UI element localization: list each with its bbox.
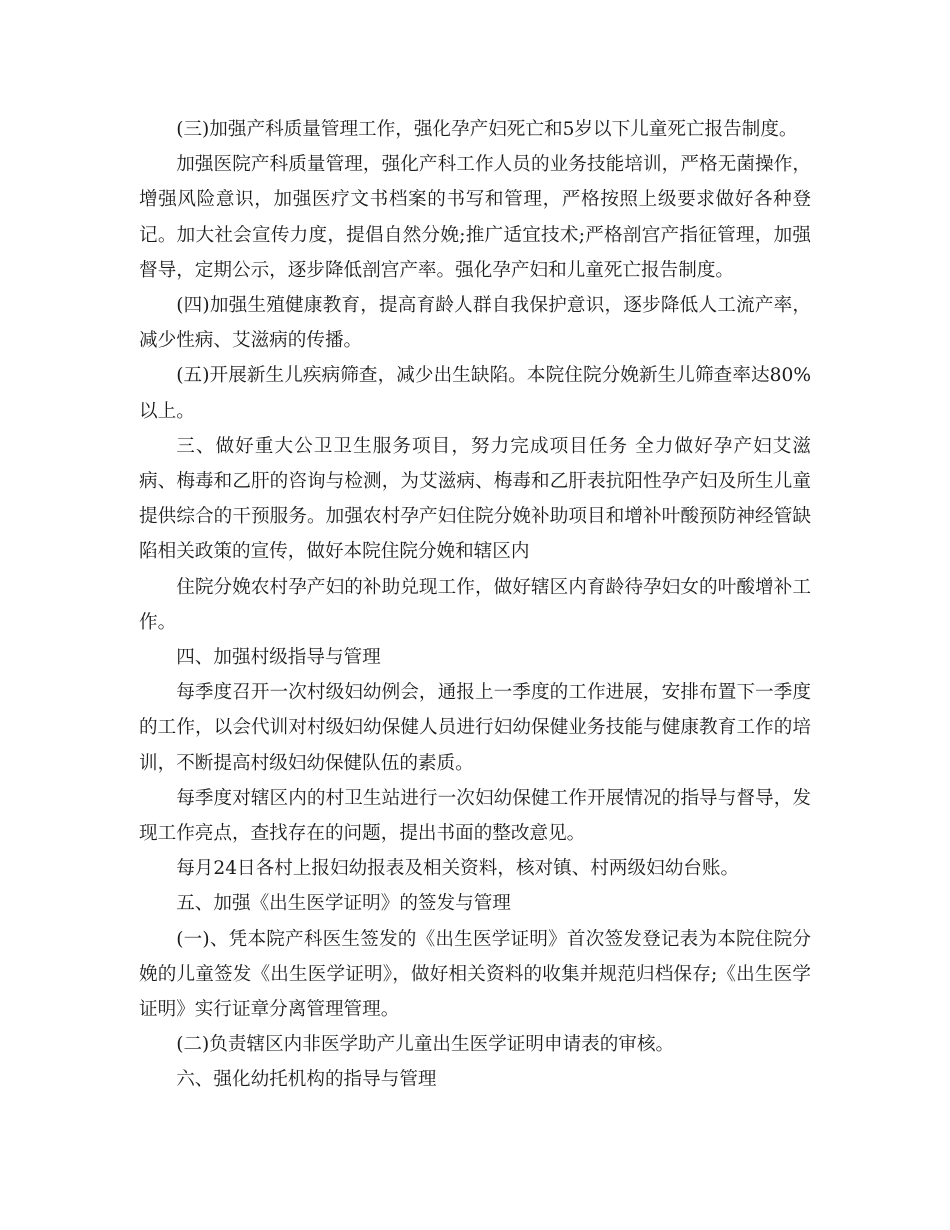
paragraph-section-3-4: (四)加强生殖健康教育，提高育龄人群自我保护意识，逐步降低人工流产率，减少性病、艾滋病的传播。: [139, 295, 811, 352]
paragraph-quarterly-meeting: 每季度召开一次村级妇幼例会，通报上一季度的工作进展，安排布置下一季度的工作，以会代训对村级妇幼保健人员进行妇幼保健业务技能与健康教育工作的培训，不断提高村级妇幼保健队伍的素质。: [139, 682, 811, 774]
paragraph-section-5-2: (二)负责辖区内非医学助产儿童出生医学证明申请表的审核。: [176, 1034, 675, 1056]
paragraph-section-3-5: (五)开展新生儿疾病筛查，减少出生缺陷。本院住院分娩新生儿筛查率达80%以上。: [139, 365, 811, 422]
paragraph-quarterly-supervision: 每季度对辖区内的村卫生站进行一次妇幼保健工作开展情况的指导与督导，发现工作亮点，查找存在的问题，提出书面的整改意见。: [139, 787, 811, 845]
paragraph-section-5-1: (一)、凭本院产科医生签发的《出生医学证明》首次签发登记表为本院住院分娩的儿童签发《出生医学证明》，做好相关资料的收集并规范归档保存;《出生医学证明》实行证章分离管理管理。: [139, 928, 811, 1021]
paragraph-section-three: 三、做好重大公卫卫生服务项目，努力完成项目任务 全力做好孕产妇艾滋病、梅毒和乙肝的咨询与检测，为艾滋病、梅毒和乙肝表抗阳性孕产妇及所生儿童提供综合的干预服务。加强农村孕产妇住院分娩补助项目和增补叶酸预防神经管缺陷相关政策的宣传，做好本院住院分娩和辖区内: [139, 435, 811, 563]
heading-section-six: 六、强化幼托机构的指导与管理: [176, 1069, 437, 1091]
paragraph-monthly-report: 每月24日各村上报妇幼报表及相关资料，核对镇、村两级妇幼台账。: [176, 858, 740, 880]
paragraph-obstetric-quality: 加强医院产科质量管理，强化产科工作人员的业务技能培训，严格无菌操作，增强风险意识，加强医疗文书档案的书写和管理，严格按照上级要求做好各种登记。加大社会宣传力度，提倡自然分娩;推广适宜技术;严格剖宫产指征管理，加强督导，定期公示，逐步降低剖宫产率。强化孕产妇和儿童死亡报告制度。: [139, 154, 811, 281]
document-body: [139, 112, 811, 1098]
heading-section-five: 五、加强《出生医学证明》的签发与管理: [176, 893, 511, 915]
paragraph-section-3-3-heading: (三)加强产科质量管理工作，强化孕产妇死亡和5岁以下儿童死亡报告制度。: [176, 119, 798, 140]
paragraph-subsidy-folic-acid: 住院分娩农村孕产妇的补助兑现工作，做好辖区内育龄待孕妇女的叶酸增补工作。: [139, 576, 811, 633]
heading-section-four: 四、加强村级指导与管理: [176, 647, 381, 669]
